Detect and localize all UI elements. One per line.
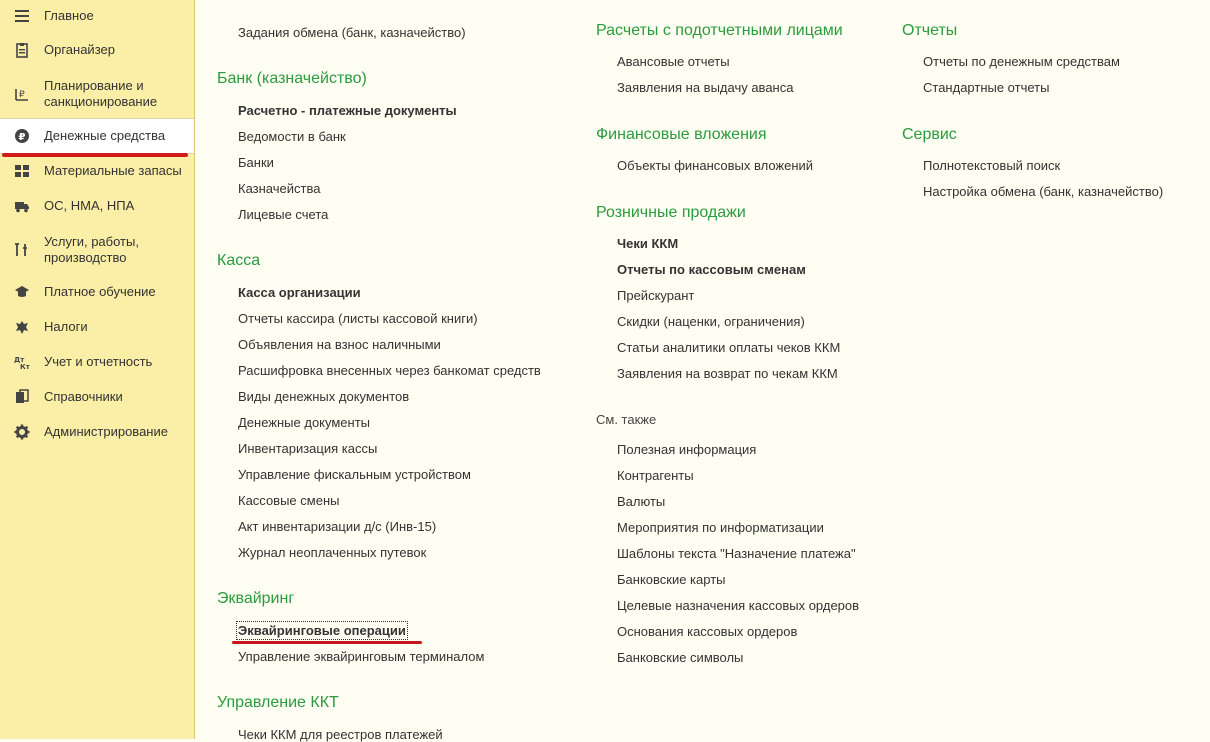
svg-text:Кт: Кт	[20, 363, 30, 370]
link-kkm-receipts[interactable]: Чеки ККМ	[617, 236, 679, 251]
ruble-coin-icon	[14, 128, 30, 144]
sidebar-item-label: Услуги, работы, производство	[44, 234, 139, 265]
section-title-acquiring: Эквайринг	[217, 590, 295, 607]
sidebar-item-services[interactable]	[0, 232, 194, 268]
link-inv15-act[interactable]: Акт инвентаризации д/с (Инв-15)	[238, 519, 437, 534]
link-investment-objects[interactable]: Объекты финансовых вложений	[617, 158, 814, 173]
link-it-events[interactable]: Мероприятия по информатизации	[617, 520, 824, 535]
books-icon	[14, 389, 30, 405]
link-exchange-tasks[interactable]: Задания обмена (банк, казначейство)	[238, 25, 466, 40]
section-title-accountable: Расчеты с подотчетными лицами	[596, 22, 843, 39]
active-item-highlight	[2, 153, 188, 157]
link-unpaid-vouchers[interactable]: Журнал неоплаченных путевок	[238, 545, 427, 560]
link-currencies[interactable]: Валюты	[617, 494, 666, 509]
graduation-cap-icon	[14, 284, 30, 300]
section-title-kkt: Управление ККТ	[217, 694, 339, 711]
link-refund-requests[interactable]: Заявления на возврат по чекам ККМ	[617, 366, 838, 381]
main-content	[196, 0, 1210, 742]
svg-text:₽: ₽	[18, 132, 26, 143]
link-cash-shifts[interactable]: Кассовые смены	[238, 493, 340, 508]
section-title-reports: Отчеты	[902, 22, 958, 39]
sidebar-item-cash[interactable]	[0, 118, 194, 154]
link-acquiring-terminal[interactable]: Управление эквайринговым терминалом	[238, 649, 485, 664]
link-kassa-org[interactable]: Касса организации	[238, 285, 361, 300]
link-standard-reports[interactable]: Стандартные отчеты	[923, 80, 1050, 95]
link-personal-accounts[interactable]: Лицевые счета	[238, 207, 329, 222]
see-also-label: См. также	[596, 412, 657, 427]
link-order-purposes[interactable]: Целевые назначения кассовых ордеров	[617, 598, 860, 613]
link-order-bases[interactable]: Основания кассовых ордеров	[617, 624, 798, 639]
truck-icon	[14, 198, 30, 214]
section-title-investments: Финансовые вложения	[596, 126, 767, 143]
section-title-service: Сервис	[902, 126, 957, 143]
link-kkm-receipts-registers[interactable]: Чеки ККМ для реестров платежей	[238, 727, 443, 742]
link-money-docs[interactable]: Денежные документы	[238, 415, 371, 430]
sidebar-item-label: ОС, НМА, НПА	[44, 198, 135, 213]
link-price-list[interactable]: Прейскурант	[617, 288, 695, 303]
link-fulltext-search[interactable]: Полнотекстовый поиск	[923, 158, 1061, 173]
sidebar-item-label: Учет и отчетность	[44, 354, 153, 369]
link-cashier-reports[interactable]: Отчеты кассира (листы кассовой книги)	[238, 311, 478, 326]
link-banks[interactable]: Банки	[238, 155, 274, 170]
link-bank-statements[interactable]: Ведомости в банк	[238, 129, 346, 144]
link-advance-requests[interactable]: Заявления на выдачу аванса	[617, 80, 794, 95]
link-discounts[interactable]: Скидки (наценки, ограничения)	[617, 314, 805, 329]
sidebar-item-planning[interactable]	[0, 76, 194, 112]
sidebar-item-main[interactable]	[0, 6, 194, 26]
link-money-doc-types[interactable]: Виды денежных документов	[238, 389, 410, 404]
link-useful-info[interactable]: Полезная информация	[617, 442, 757, 457]
link-kassa-inventory[interactable]: Инвентаризация кассы	[238, 441, 378, 456]
sidebar-item-organizer[interactable]	[0, 40, 194, 60]
sidebar	[0, 0, 195, 739]
link-payment-analytics[interactable]: Статьи аналитики оплаты чеков ККМ	[617, 340, 841, 355]
sidebar-item-inventory[interactable]	[0, 161, 194, 181]
sidebar-item-label: Материальные запасы	[44, 163, 182, 178]
sidebar-item-label: Денежные средства	[44, 128, 166, 143]
link-acquiring-operations[interactable]: Эквайринговые операции	[238, 623, 406, 638]
emblem-icon	[14, 319, 30, 335]
tools-icon	[14, 242, 30, 258]
link-payment-docs[interactable]: Расчетно - платежные документы	[238, 103, 457, 118]
planning-icon	[14, 86, 30, 102]
link-bank-symbols[interactable]: Банковские символы	[617, 650, 744, 665]
link-fiscal-device[interactable]: Управление фискальным устройством	[238, 467, 471, 482]
section-title-kassa: Касса	[217, 252, 261, 269]
svg-text:₽: ₽	[19, 90, 25, 100]
sidebar-item-taxes[interactable]	[0, 317, 194, 337]
grid-icon	[14, 163, 30, 179]
clipboard-icon	[14, 42, 30, 58]
sidebar-item-label: Справочники	[44, 389, 123, 404]
link-advance-reports[interactable]: Авансовые отчеты	[617, 54, 730, 69]
sidebar-item-fixed-assets[interactable]	[0, 196, 194, 216]
sidebar-item-label: Органайзер	[44, 42, 115, 57]
acquiring-highlight-underline	[232, 641, 422, 644]
sidebar-item-label: Администрирование	[44, 424, 168, 439]
svg-text:Дт: Дт	[14, 356, 25, 364]
link-cash-deposit[interactable]: Объявления на взнос наличными	[238, 337, 441, 352]
link-counterparties[interactable]: Контрагенты	[617, 468, 694, 483]
sidebar-item-education[interactable]	[0, 282, 194, 302]
debit-credit-icon	[14, 354, 30, 370]
link-shift-reports[interactable]: Отчеты по кассовым сменам	[617, 262, 806, 277]
link-treasuries[interactable]: Казначейства	[238, 181, 321, 196]
sidebar-item-label: Платное обучение	[44, 284, 156, 299]
link-money-reports[interactable]: Отчеты по денежным средствам	[923, 54, 1120, 69]
gear-icon	[14, 424, 30, 440]
link-atm-deposits[interactable]: Расшифровка внесенных через банкомат средств	[238, 363, 541, 378]
link-exchange-settings[interactable]: Настройка обмена (банк, казначейство)	[923, 184, 1164, 199]
sidebar-item-admin[interactable]	[0, 422, 194, 442]
sidebar-item-label: Главное	[44, 8, 94, 23]
section-title-bank: Банк (казначейство)	[217, 70, 367, 87]
sidebar-item-label: Налоги	[44, 319, 88, 334]
menu-lines-icon	[14, 8, 30, 24]
sidebar-item-references[interactable]	[0, 387, 194, 407]
link-bank-cards[interactable]: Банковские карты	[617, 572, 726, 587]
sidebar-item-accounting[interactable]	[0, 352, 194, 372]
sidebar-item-label: Планирование и санкционирование	[44, 78, 158, 109]
section-title-retail: Розничные продажи	[596, 204, 746, 221]
link-payment-templates[interactable]: Шаблоны текста "Назначение платежа"	[617, 546, 856, 561]
